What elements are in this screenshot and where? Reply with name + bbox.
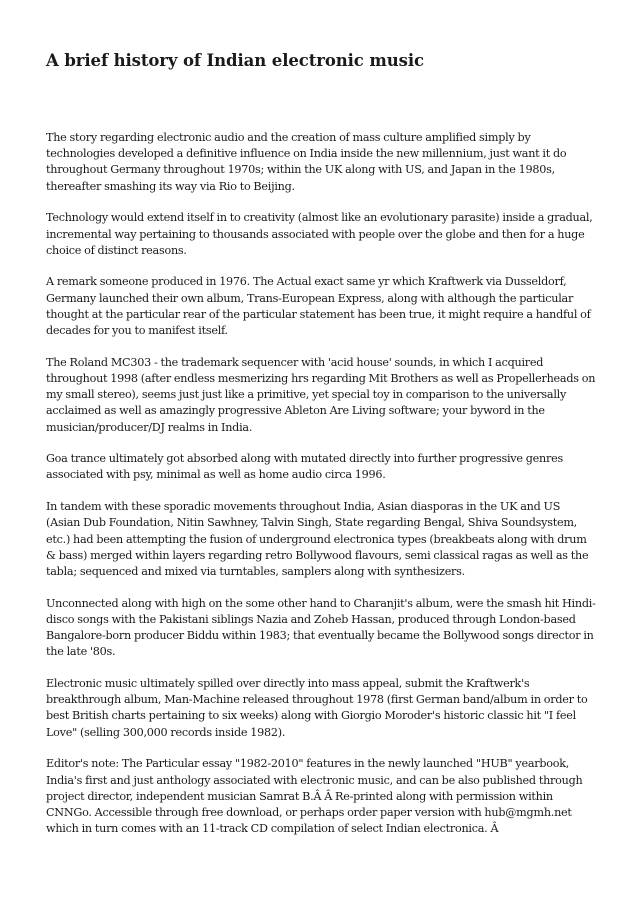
paragraph-9: Editor's note: The Particular essay "1982-2010" features in the newly launched "HUB" yearbook, India's first and just anthology associated with electronic music, and can be also published through project director, independent musician Samrat B.Â Â Re-printed along with permission within CNNGo. Accessible through free download, or perhaps order paper version with hub@mgmh.net which in turn comes with an 11-track CD compilation of select Indian electronica. Â <box>46 757 583 836</box>
paragraph-1: The story regarding electronic audio and the creation of mass culture amplified simply by technologies developed a definitive influence on India inside the new millennium, just want it do throughout Germany throughout 1970s; within the UK along with US, and Japan in the 1980s, thereafter smashing its way via Rio to Beijing. <box>46 131 567 193</box>
paragraph-5: Goa trance ultimately got absorbed along with mutated directly into further progressive genres associated with psy, minimal as well as home audio circa 1996. <box>46 452 563 482</box>
paragraph-8: Electronic music ultimately spilled over directly into mass appeal, submit the Kraftwerk's breakthrough album, Man-Machine released throughout 1978 (first German band/album in order to best British charts pertaining to six weeks) along with Giorgio Moroder's historic classic hit "I feel Love" (selling 300,000 records inside 1982). <box>46 676 588 739</box>
paragraph-3: A remark someone produced in 1976. The Actual exact same yr which Kraftwerk via Dusseldorf, Germany launched their own album, Trans-European Express, along with although the particular thought at the particular rear of the particular statement has been true, it might require a handful of decades for you to manifest itself. <box>46 275 591 338</box>
document-title: A brief history of Indian electronic music <box>46 51 424 70</box>
paragraph-7: Unconnected along with high on the some other hand to Charanjit's album, were the smash hit Hindi-disco songs with the Pakistani siblings Nazia and Zoheb Hassan, produced through London-based Bangalore-born producer Biddu within 1983; that eventually became the Bollywood songs director in the late '80s. <box>46 596 596 659</box>
paragraph-6: In tandem with these sporadic movements throughout India, Asian diasporas in the UK and US (Asian Dub Foundation, Nitin Sawhney, Talvin Singh, State regarding Bengal, Shiva Soundsystem, etc.) had been attempting the fusion of underground electronica types (breakbeats along with drum & bass) merged within layers regarding retro Bollywood flavours, semi classical ragas as well as the tabla; sequenced and mixed via turntables, samplers along with synthesizers. <box>46 500 589 578</box>
paragraph-2: Technology would extend itself in to creativity (almost like an evolutionary parasite) inside a gradual, incremental way pertaining to thousands associated with people over the globe and then for a huge choice of distinct reasons. <box>46 211 593 257</box>
document-page <box>46 48 596 853</box>
paragraph-4: The Roland MC303 - the trademark sequencer with 'acid house' sounds, in which I acquired throughout 1998 (after endless mesmerizing hrs regarding Mit Brothers as well as Propellerheads on my small stereo), seems just just like a primitive, yet special toy in comparison to the universally acclaimed as well as amazingly progressive Ableton Are Living software; your byword in the musician/producer/DJ realms in India. <box>46 355 596 434</box>
